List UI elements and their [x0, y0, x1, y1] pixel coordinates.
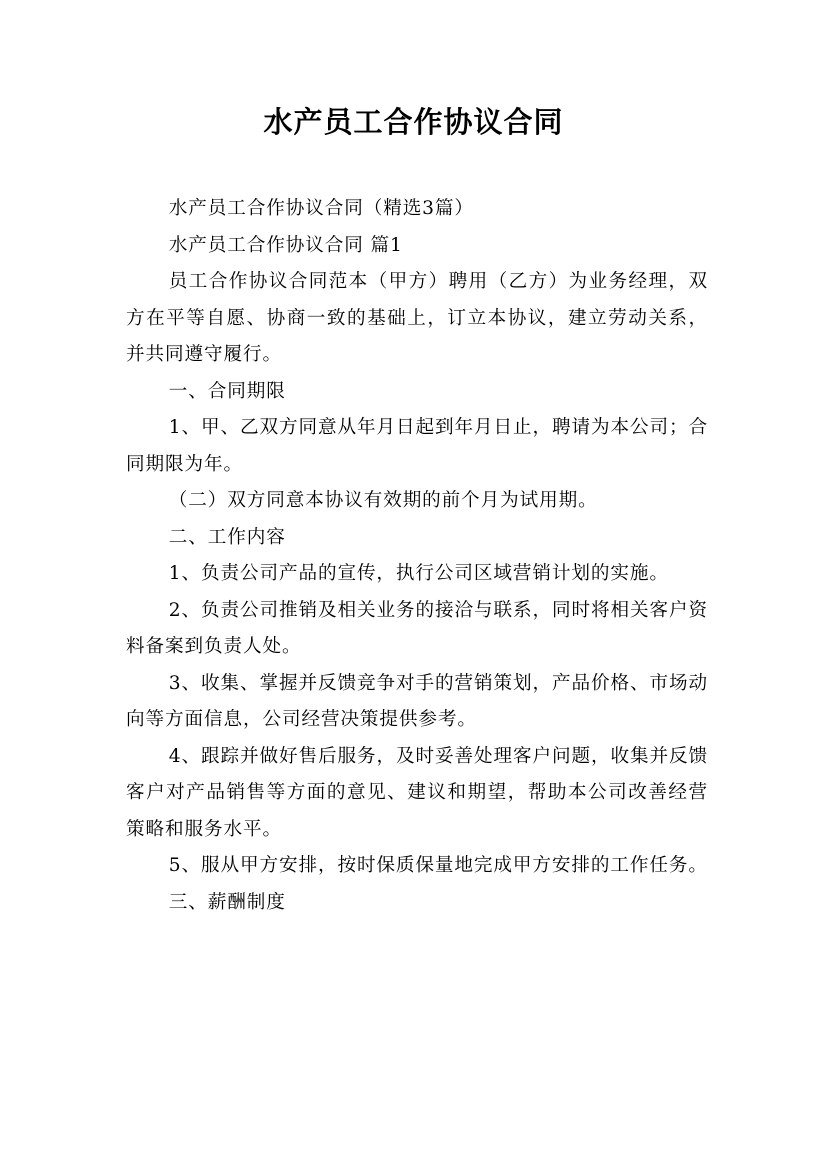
document-body [126, 191, 708, 921]
paragraph-intro: 员工合作协议合同范本（甲方）聘用（乙方）为业务经理，双方在平等自愿、协商一致的基础上，订立本协议，建立劳动关系，并共同遵守履行。 [126, 271, 708, 365]
paragraph-work-5: 5、服从甲方安排，按时保质保量地完成甲方安排的工作任务。 [168, 855, 708, 876]
paragraph-work-2: 2、负责公司推销及相关业务的接洽与联系，同时将相关客户资料备案到负责人处。 [126, 599, 708, 657]
paragraph-heading-salary: 三、薪酬制度 [168, 891, 286, 913]
paragraph-heading-term: 一、合同期限 [168, 380, 286, 402]
paragraph-term-1: 1、甲、乙双方同意从年月日起到年月日止，聘请为本公司；合同期限为年。 [126, 417, 708, 475]
paragraph-section-heading: 水产员工合作协议合同 篇1 [168, 234, 403, 256]
paragraph-work-3: 3、收集、掌握并反馈竞争对手的营销策划，产品价格、市场动向等方面信息，公司经营决策提供参考。 [126, 672, 708, 730]
document-title: 水产员工合作协议合同 [263, 105, 564, 139]
paragraph-term-2: （二）双方同意本协议有效期的前个月为试用期。 [168, 490, 598, 511]
paragraph-subtitle: 水产员工合作协议合同（精选3篇） [168, 198, 474, 219]
paragraph-work-1: 1、负责公司产品的宣传，执行公司区域营销计划的实施。 [168, 563, 669, 584]
paragraph-heading-work: 二、工作内容 [168, 526, 286, 548]
paragraph-work-4: 4、跟踪并做好售后服务，及时妥善处理客户问题，收集并反馈客户对产品销售等方面的意见、建议和期望，帮助本公司改善经营策略和服务水平。 [126, 745, 708, 840]
